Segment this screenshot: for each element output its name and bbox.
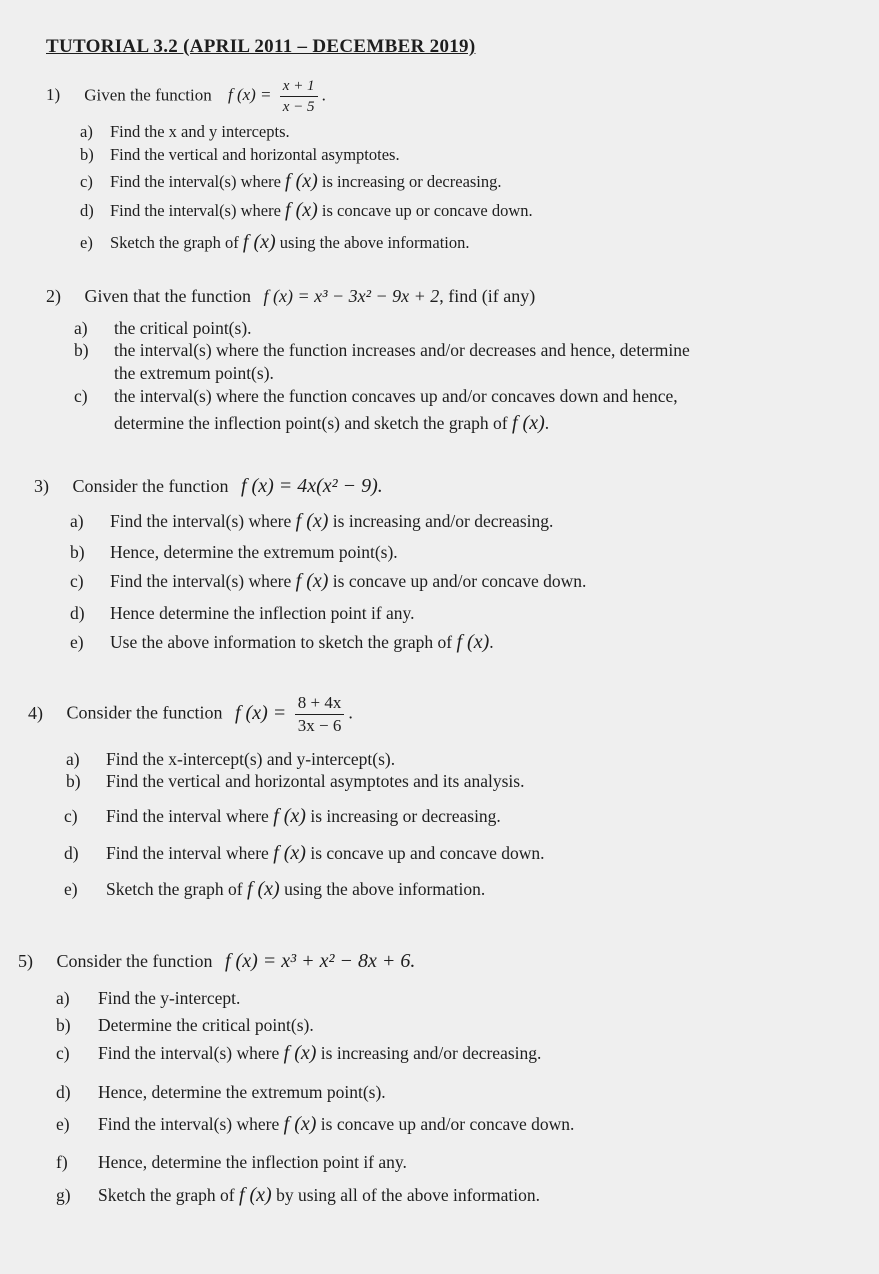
part-label: d)	[70, 603, 85, 623]
function-symbol: f (x)	[295, 570, 329, 592]
part-label: c)	[70, 571, 84, 591]
part-label: a)	[80, 122, 93, 141]
part-label: c)	[56, 1043, 70, 1063]
q5-part-g	[56, 1184, 540, 1207]
page-title: TUTORIAL 3.2 (APRIL 2011 – DECEMBER 2019)	[46, 36, 476, 57]
question-intro: Given that the function	[84, 286, 251, 306]
q5-part-e	[56, 1113, 574, 1136]
q5-part-f	[56, 1152, 407, 1173]
function-symbol: f (x)	[273, 842, 306, 864]
part-label: c)	[74, 386, 88, 406]
function-fraction	[295, 692, 345, 737]
question-2	[46, 286, 535, 307]
q2-part-b	[74, 340, 690, 361]
part-text: Use the above information to sketch the graph of	[110, 632, 453, 652]
part-label: b)	[66, 771, 81, 791]
part-label: b)	[70, 542, 85, 562]
part-label: f)	[56, 1152, 68, 1172]
q5-part-a	[56, 988, 240, 1009]
q3-part-d	[70, 603, 415, 624]
fraction-denominator: 3x − 6	[297, 716, 342, 735]
part-label: b)	[80, 145, 94, 164]
q4-part-c	[64, 805, 501, 828]
function-expression: f (x) = 4x(x² − 9).	[240, 475, 383, 497]
q3-part-e	[70, 631, 494, 654]
question-number: 3)	[34, 476, 49, 496]
part-text-end: using the above information.	[284, 879, 486, 899]
q1-part-d	[80, 199, 533, 222]
part-text-end: is concave up and/or concave down.	[332, 571, 587, 591]
part-text: Find the x-intercept(s) and y-intercept(s).	[106, 749, 396, 769]
function-symbol: f (x)	[242, 231, 276, 253]
part-text-end: is concave up and concave down.	[310, 843, 545, 863]
part-label: d)	[56, 1082, 71, 1102]
question-4	[28, 692, 353, 737]
part-label: g)	[56, 1185, 71, 1205]
part-text: Find the vertical and horizontal asymptotes.	[110, 145, 400, 164]
q2-part-b-continued: the extremum point(s).	[114, 363, 274, 383]
function-end: .	[321, 85, 326, 105]
q1-part-b	[80, 145, 400, 165]
q2-part-c-continued	[114, 412, 549, 435]
part-label: c)	[64, 806, 78, 826]
part-text: Find the interval(s) where	[98, 1043, 280, 1063]
q4-part-a	[66, 749, 395, 770]
question-intro: Consider the function	[56, 951, 213, 971]
function-symbol: f (x)	[238, 1184, 272, 1206]
part-label: e)	[70, 632, 84, 652]
question-intro: Consider the function	[72, 476, 229, 496]
part-text-end: .	[489, 632, 494, 652]
part-text-end: is increasing or decreasing.	[310, 806, 501, 826]
q3-part-a	[70, 510, 553, 533]
part-text-end: is increasing and/or decreasing.	[320, 1043, 542, 1063]
part-text: Find the y-intercept.	[98, 988, 241, 1008]
part-text: Hence, determine the extremum point(s).	[110, 542, 398, 562]
q3-part-c	[70, 570, 586, 593]
part-text-end: is concave up and/or concave down.	[320, 1114, 575, 1134]
part-label: b)	[56, 1015, 71, 1035]
function-end: .	[348, 702, 353, 723]
part-text: Hence determine the inflection point if any.	[110, 603, 415, 623]
q4-part-e	[64, 878, 485, 901]
part-text: the critical point(s).	[114, 318, 252, 338]
part-label: b)	[74, 340, 89, 360]
q2-part-a	[74, 318, 252, 339]
part-text: Sketch the graph of	[106, 879, 243, 899]
fraction-numerator: x + 1	[280, 76, 318, 97]
part-label: a)	[66, 749, 80, 769]
part-text: Find the vertical and horizontal asymptotes and its analysis.	[106, 771, 525, 791]
fraction-denominator: x − 5	[282, 99, 315, 115]
function-symbol: f (x)	[512, 412, 545, 434]
q4-part-b	[66, 771, 524, 792]
part-text: Find the interval where	[106, 806, 269, 826]
part-text: Hence, determine the extremum point(s).	[98, 1082, 386, 1102]
function-expression: f (x) = x³ + x² − 8x + 6.	[224, 950, 416, 972]
part-text: Sketch the graph of	[98, 1185, 235, 1205]
part-text-end: is increasing or decreasing.	[321, 172, 502, 191]
question-5	[18, 950, 415, 973]
part-text-end: is increasing and/or decreasing.	[332, 511, 554, 531]
question-intro: Consider the function	[66, 702, 223, 723]
part-text: Find the interval(s) where	[110, 571, 292, 591]
question-number: 5)	[18, 951, 33, 971]
part-label: c)	[80, 172, 93, 191]
part-text: Find the interval(s) where	[110, 511, 292, 531]
part-text: Sketch the graph of	[110, 233, 239, 252]
q5-part-d	[56, 1082, 386, 1103]
question-3	[34, 475, 383, 498]
part-text: Find the interval(s) where	[110, 201, 281, 220]
part-label: a)	[70, 511, 84, 531]
part-text: Find the x and y intercepts.	[110, 122, 290, 141]
part-text: Find the interval(s) where	[110, 172, 281, 191]
function-symbol: f (x)	[285, 170, 318, 192]
function-symbol: f (x)	[273, 805, 306, 827]
part-label: d)	[64, 843, 79, 863]
part-text: Find the interval where	[106, 843, 269, 863]
part-text: determine the inflection point(s) and sketch the graph of	[114, 413, 508, 433]
question-intro: Given the function	[84, 85, 212, 105]
part-text-end: by using all of the above information.	[276, 1185, 540, 1205]
q1-part-c	[80, 170, 502, 193]
question-number: 4)	[28, 702, 43, 723]
q3-part-b	[70, 542, 398, 563]
part-text-end: using the above information.	[279, 233, 470, 252]
q1-part-a	[80, 122, 290, 142]
q2-part-c	[74, 386, 678, 407]
function-end: , find (if any)	[439, 286, 536, 306]
q5-part-b	[56, 1015, 314, 1036]
function-symbol: f (x)	[285, 199, 318, 221]
part-text: Determine the critical point(s).	[98, 1015, 314, 1035]
part-text: Hence, determine the inflection point if any.	[98, 1152, 407, 1172]
function-symbol: f (x)	[295, 510, 329, 532]
part-text: the interval(s) where the function concaves up and/or concaves down and hence,	[114, 386, 678, 406]
part-label: e)	[56, 1114, 70, 1134]
question-number: 2)	[46, 286, 61, 306]
part-text-end: .	[544, 413, 550, 433]
part-text-end: is concave up or concave down.	[321, 201, 533, 220]
fraction-numerator: 8 + 4x	[295, 692, 345, 715]
function-lhs: f (x) =	[234, 701, 287, 724]
function-symbol: f (x)	[456, 631, 490, 653]
part-label: a)	[56, 988, 70, 1008]
q1-part-e	[80, 231, 470, 254]
part-text: the interval(s) where the function increases and/or decreases and hence, determine	[114, 340, 690, 360]
q5-part-c	[56, 1042, 541, 1065]
function-expression: f (x) = x³ − 3x² − 9x + 2	[263, 286, 440, 306]
part-text: Find the interval(s) where	[98, 1114, 280, 1134]
function-symbol: f (x)	[283, 1113, 317, 1135]
part-label: a)	[74, 318, 88, 338]
function-lhs: f (x) =	[227, 85, 272, 105]
question-1	[46, 76, 326, 117]
part-label: e)	[80, 233, 93, 252]
part-label: d)	[80, 201, 94, 220]
function-symbol: f (x)	[283, 1042, 317, 1064]
question-number: 1)	[46, 85, 61, 105]
q4-part-d	[64, 842, 545, 865]
part-label: e)	[64, 879, 78, 899]
function-symbol: f (x)	[246, 878, 280, 900]
function-fraction	[280, 76, 318, 117]
